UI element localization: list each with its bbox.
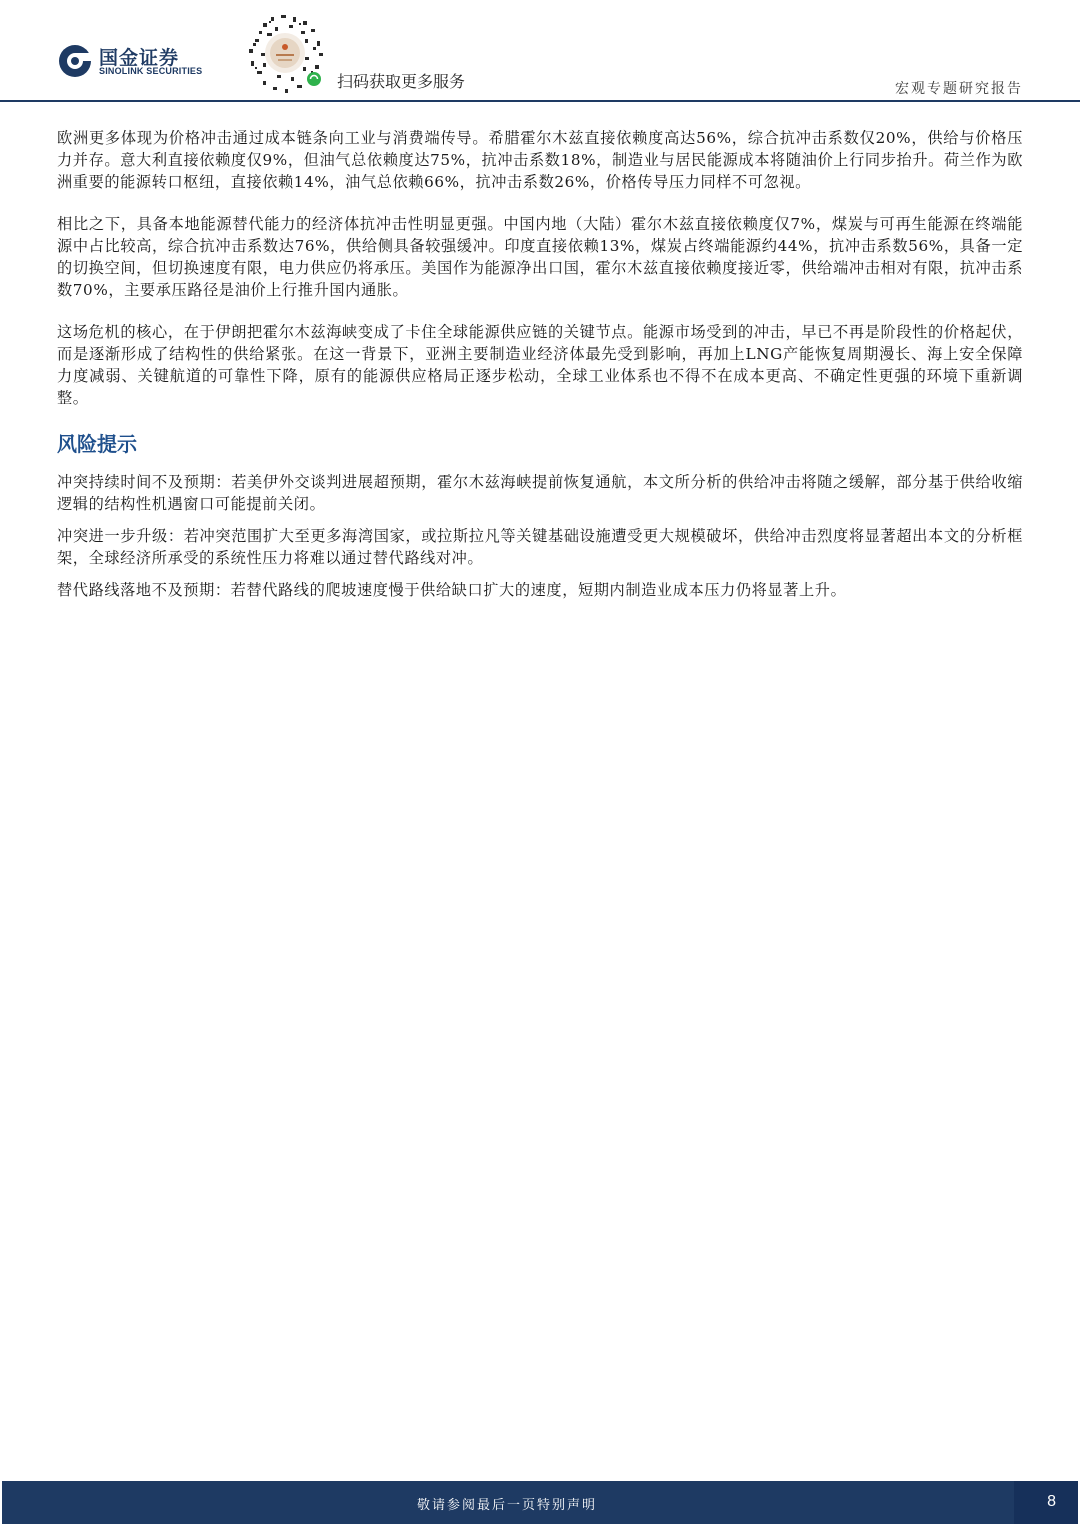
risk-section-heading: 风险提示	[57, 432, 137, 456]
risk-item-escalation: 冲突进一步升级：若冲突范围扩大至更多海湾国家，或拉斯拉凡等关键基础设施遭受更大规模破坏，供给冲击烈度将显著超出本文的分析框架，全球经济所承受的系统性压力将难以通过替代路线对冲。	[57, 527, 1023, 567]
footer-disclaimer: 敬请参阅最后一页特别声明	[416, 1498, 597, 1513]
report-type-label: 宏观专题研究报告	[895, 81, 1023, 97]
logo-chinese-name: 国金证券	[99, 47, 180, 69]
sinolink-logo-icon	[58, 44, 92, 78]
qr-code-icon	[241, 9, 329, 97]
header-divider	[0, 100, 1080, 102]
report-body	[57, 127, 1023, 611]
company-logo	[58, 42, 218, 82]
risk-item-alternative-route: 替代路线落地不及预期：若替代路线的爬坡速度慢于供给缺口扩大的速度，短期内制造业成本压力仍将显著上升。	[57, 581, 847, 599]
body-paragraph-substitution: 相比之下，具备本地能源替代能力的经济体抗冲击性明显更强。中国内地（大陆）霍尔木兹直接依赖度仅7%，煤炭与可再生能源在终端能源中占比较高，综合抗冲击系数达76%，供给侧具备较强缓冲。印度直接依赖13%，煤炭占终端能源约44%，抗冲击系数56%，具备一定的切换空间，但切换速度有限，电力供应仍将承压。美国作为能源净出口国，霍尔木兹直接依赖度接近零，供给端冲击相对有限，抗冲击系数70%，主要承压路径是油价上行推升国内通胀。	[57, 215, 1023, 299]
page-footer	[2, 1481, 1078, 1524]
body-paragraph-europe: 欧洲更多体现为价格冲击通过成本链条向工业与消费端传导。希腊霍尔木兹直接依赖度高达56%，综合抗冲击系数仅20%，供给与价格压力并存。意大利直接依赖度仅9%，但油气总依赖度达75%，抗冲击系数18%，制造业与居民能源成本将随油价上行同步抬升。荷兰作为欧洲重要的能源转口枢纽，直接依赖14%，油气总依赖66%，抗冲击系数26%，价格传导压力同样不可忽视。	[57, 129, 1023, 191]
risk-item-duration: 冲突持续时间不及预期：若美伊外交谈判进展超预期，霍尔木兹海峡提前恢复通航，本文所分析的供给冲击将随之缓解，部分基于供给收缩逻辑的结构性机遇窗口可能提前关闭。	[57, 473, 1023, 513]
page-number-box	[1014, 1481, 1078, 1524]
logo-english-name: SINOLINK SECURITIES	[99, 66, 203, 76]
body-paragraph-core: 这场危机的核心，在于伊朗把霍尔木兹海峡变成了卡住全球能源供应链的关键节点。能源市场受到的冲击，早已不再是阶段性的价格起伏，而是逐渐形成了结构性的供给紧张。在这一背景下，亚洲主要制造业经济体最先受到影响，再加上LNG产能恢复周期漫长、海上安全保障力度减弱、关键航道的可靠性下降，原有的能源供应格局正逐步松动，全球工业体系也不得不在成本更高、不确定性更强的环境下重新调整。	[57, 323, 1023, 407]
qr-caption: 扫码获取更多服务	[337, 72, 466, 91]
page-number: 8	[1047, 1493, 1056, 1510]
page-header	[0, 0, 1080, 102]
